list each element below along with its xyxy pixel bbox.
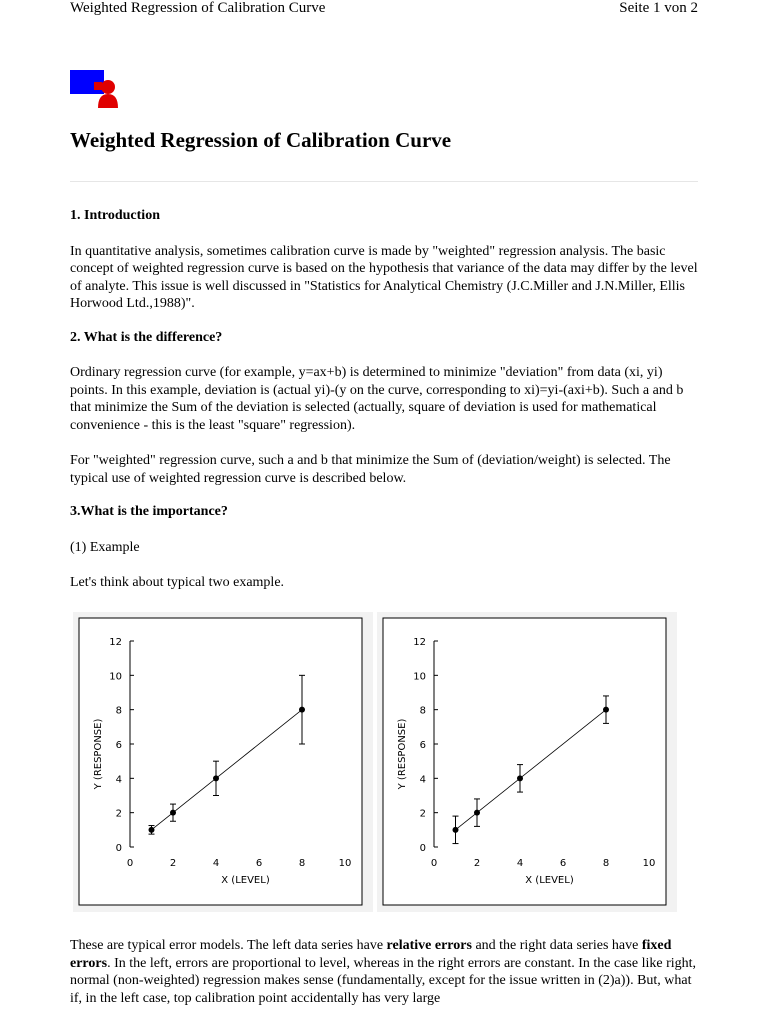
x-axis-label: X (LEVEL) [525, 875, 574, 886]
text-run-2: and the right data series have [471, 938, 642, 953]
text-run-1: These are typical error models. The left data series have [70, 938, 387, 953]
x-tick-label: 8 [298, 858, 306, 869]
x-axis-label: X (LEVEL) [221, 875, 270, 886]
paragraph-example: Let's think about typical two example. [70, 575, 285, 590]
x-tick-label: 10 [642, 858, 656, 869]
data-point [149, 827, 155, 833]
section-heading-difference: 2. What is the difference? [70, 329, 223, 345]
page-title: Weighted Regression of Calibration Curve [70, 128, 452, 152]
paragraph-error-models [70, 937, 698, 1007]
data-point [170, 810, 176, 816]
logo-icon [70, 70, 122, 110]
section-heading-importance: 3.What is the importance? [70, 504, 228, 519]
y-tick-label: 4 [115, 774, 122, 786]
y-axis-label: Y (RESPONSE) [93, 718, 104, 790]
chart-panel-fixed-errors [377, 612, 677, 912]
data-point [299, 707, 305, 713]
x-tick-label: 10 [338, 858, 352, 869]
chart-fixed-errors [377, 612, 677, 912]
chart-relative-errors [73, 612, 373, 912]
article-body [70, 207, 698, 592]
y-tick-label: 2 [419, 808, 426, 820]
logo-red-body [98, 94, 118, 108]
title-divider [70, 181, 698, 182]
data-point [517, 775, 523, 781]
example-label: (1) Example [70, 539, 140, 555]
y-axis-label: Y (RESPONSE) [397, 718, 408, 790]
page-number: Seite 1 von 2 [619, 0, 698, 16]
text-run-3: . In the left, errors are proportional to level, whereas in the right errors are constant. In the case like right, normal (non-weighted) regression makes sense (fundamentally, except for the issue written in (2)a)). But, what if, in the left case, top calibration point accidentally has very large [70, 955, 697, 1006]
term-relative-errors: relative errors [386, 938, 472, 953]
paragraph-error-models-text [70, 937, 698, 1007]
x-tick-label: 4 [212, 858, 220, 869]
x-tick-label: 0 [126, 858, 134, 869]
y-tick-label: 10 [413, 671, 426, 683]
x-tick-label: 0 [430, 858, 438, 869]
paragraph-difference-1: Ordinary regression curve (for example, y=ax+b) is determined to minimize "deviation" from data (xi, yi) points. In this example, deviation is (actual yi)-(y on the curve, corresponding to xi)=yi-(axi+b). Such a and b that minimize the Sum of the deviation is selected (actually, square of deviation is used for mathematical convenience - this is the least "square" regression). [70, 365, 684, 433]
y-tick-label: 8 [419, 705, 426, 717]
paragraph-difference-2: For "weighted" regression curve, such a and b that minimize the Sum of (deviation/weight) is selected. The typical use of weighted regression curve is described below. [70, 453, 671, 486]
x-tick-label: 4 [516, 858, 524, 869]
chart-plot-frame [79, 618, 362, 905]
chart-plot-frame [383, 618, 666, 905]
term-fixed-errors: fixed errors [70, 938, 672, 971]
charts-row [73, 612, 677, 912]
x-tick-label: 2 [473, 858, 481, 869]
y-tick-label: 0 [419, 843, 426, 854]
y-tick-label: 6 [419, 740, 426, 751]
data-point [603, 707, 609, 713]
running-header-title: Weighted Regression of Calibration Curve [70, 0, 326, 16]
data-point [474, 810, 480, 816]
x-tick-label: 6 [255, 858, 263, 869]
x-tick-label: 8 [602, 858, 610, 869]
logo-red-shoulder [94, 82, 102, 90]
y-tick-label: 6 [115, 740, 122, 751]
logo-red-head [101, 80, 115, 94]
section-heading-introduction: 1. Introduction [70, 208, 160, 223]
y-tick-label: 12 [413, 637, 426, 648]
y-tick-label: 0 [115, 843, 122, 854]
data-point [453, 827, 459, 833]
y-tick-label: 4 [419, 774, 426, 786]
chart-panel-relative-errors [73, 612, 373, 912]
x-tick-label: 6 [559, 858, 567, 869]
y-tick-label: 12 [109, 637, 122, 648]
y-tick-label: 2 [115, 808, 122, 820]
paragraph-introduction: In quantitative analysis, sometimes calibration curve is made by "weighted" regression analysis. The basic concept of weighted regression curve is based on the hypothesis that variance of the data may differ by the level of analyte. This issue is well discussed in "Statistics for Analytical Chemistry (J.C.Miller and J.N.Miller, Ellis Horwood Ltd.,1988)". [70, 243, 698, 311]
x-tick-label: 2 [169, 858, 177, 869]
data-point [213, 775, 219, 781]
y-tick-label: 8 [115, 705, 122, 717]
y-tick-label: 10 [109, 671, 122, 683]
